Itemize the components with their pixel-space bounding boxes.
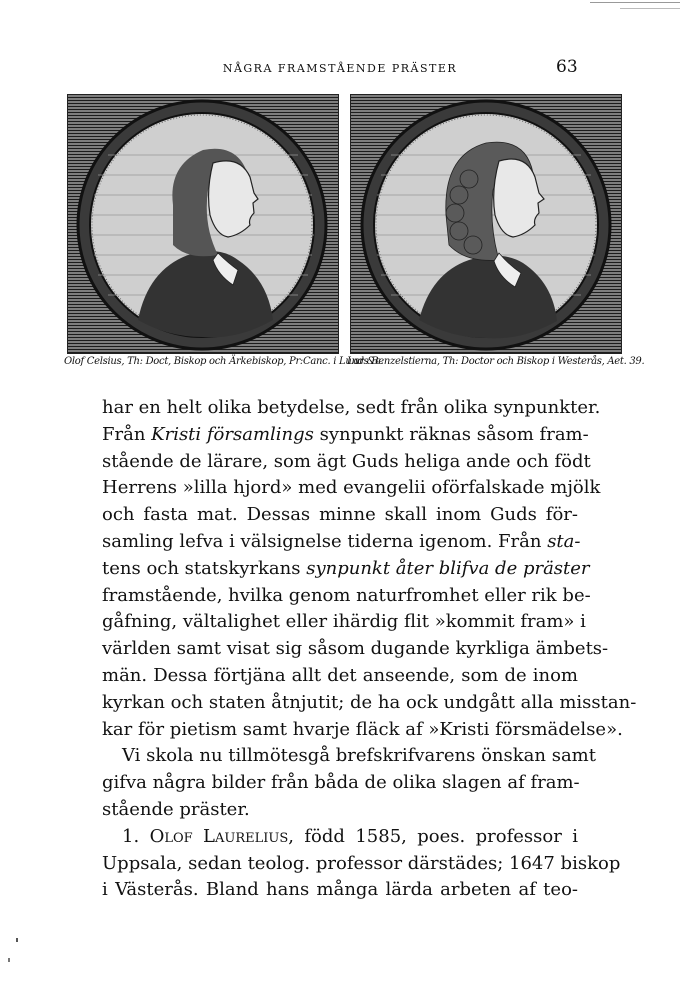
emphasis: sta-	[547, 530, 581, 552]
text-line: i Västerås. Bland hans många lärda arbeten af teo-	[102, 879, 578, 901]
text-line: män. Dessa förtjäna allt det anseende, som de inom	[102, 664, 578, 686]
text-line: kyrkan och staten åtnjutit; de ha ock undgått alla misstan-	[102, 691, 637, 713]
text-line: Herrens »lilla hjord» med evangelii oförfalskade mjölk	[102, 477, 601, 499]
text-line: gåfning, vältalighet eller ihärdig flit »kommit fram» i	[102, 611, 586, 633]
body-text	[102, 395, 637, 904]
portrait-left-engraving	[68, 95, 338, 353]
text-line: har en helt olika betydelse, sedt från olika synpunkter.	[102, 397, 601, 418]
text-line: stående präster.	[102, 798, 250, 820]
page-number: 63	[556, 57, 578, 77]
portrait-right-engraving	[351, 95, 621, 353]
margin-mark	[8, 958, 10, 962]
top-rule-short	[620, 8, 680, 9]
text-line: tens och statskyrkans synpunkt åter blifva de präster	[102, 557, 590, 579]
running-header: NÅGRA FRAMSTÅENDE PRÄSTER	[222, 62, 458, 75]
text-line: världen samt visat sig såsom dugande kyrkliga ämbets-	[102, 638, 609, 660]
text-line: gifva några bilder från båda de olika slagen af fram-	[102, 772, 580, 794]
text-line: Uppsala, sedan teolog. professor därstädes; 1647 biskop	[102, 852, 621, 874]
text-line: Från Kristi församlings synpunkt räknas såsom fram-	[102, 423, 589, 445]
person-name: Olof Laurelius	[149, 825, 289, 847]
portrait-right	[350, 94, 622, 354]
margin-mark	[16, 938, 18, 942]
emphasis: Kristi församlings	[151, 423, 314, 445]
text-line: samling lefva i välsignelse tiderna igenom. Från sta-	[102, 530, 581, 552]
portrait-right-caption: Lars Benzelstierna, Th: Doctor och Biskop i Westerås, Aet. 39.	[347, 356, 645, 367]
portrait-left	[67, 94, 339, 354]
text-line: framstående, hvilka genom naturfromhet eller rik be-	[102, 584, 591, 606]
text-line: kar för pietism samt hvarje fläck af »Kristi försmädelse».	[102, 718, 623, 740]
portrait-left-caption: Olof Celsius, Th: Doct, Biskop och Ärkebiskop, Pr:Canc. i Lund &c.	[64, 356, 384, 367]
text-line: och fasta mat. Dessas minne skall inom Guds för-	[102, 504, 578, 526]
top-rule	[590, 2, 680, 3]
text-line: Vi skola nu tillmötesgå brefskrifvarens önskan samt	[122, 745, 596, 767]
text-line: 1. Olof Laurelius, född 1585, poes. professor i	[122, 825, 578, 847]
text-line: stående de lärare, som ägt Guds heliga ande och födt	[102, 450, 591, 472]
emphasis: synpunkt åter blifva de präster	[300, 557, 590, 579]
